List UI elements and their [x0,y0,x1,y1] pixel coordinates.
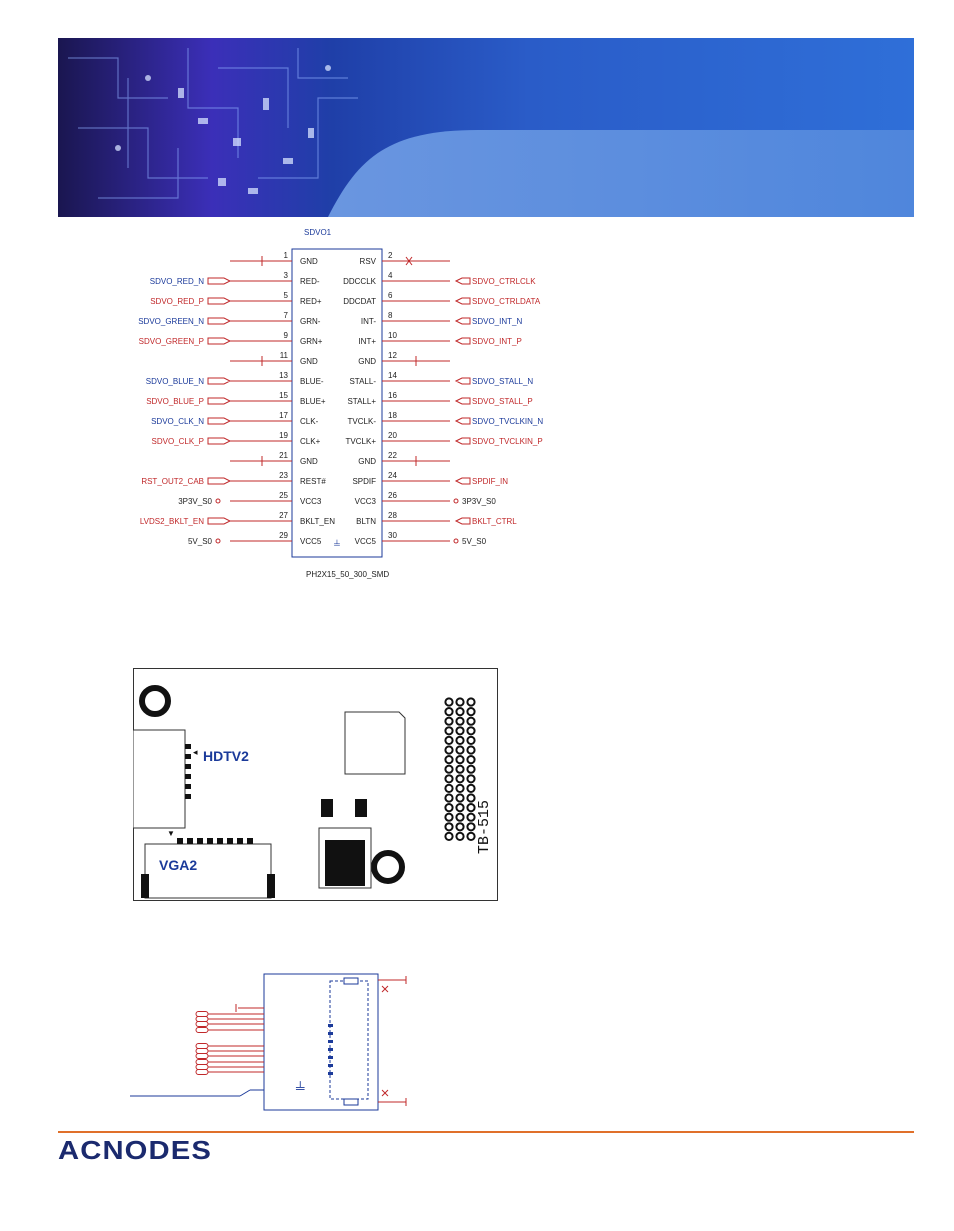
lead-port [196,1028,208,1033]
lead-port [196,1049,208,1054]
net-label: SDVO_CTRLDATA [472,297,541,306]
pin-name: TVCLK- [347,417,376,426]
pin-number: 17 [279,411,288,420]
svg-text:▼: ▼ [167,829,175,838]
lead-port [196,1044,208,1049]
pin-name: STALL- [349,377,376,386]
pin-number: 14 [388,371,397,380]
net-port [456,438,470,444]
pin-number: 9 [283,331,288,340]
pin-name: RSV [359,257,376,266]
smd-pad-right [355,799,367,817]
net-port [456,318,470,324]
net-label: SDVO_CTRLCLK [472,277,536,286]
net-label: SDVO_BLUE_P [146,397,204,406]
net-label: 5V_S0 [187,537,212,546]
connector-diagram-drawing [130,972,430,1112]
net-port [456,278,470,284]
net-label: 3P3V_S0 [462,497,496,506]
pin-name: CLK+ [300,437,321,446]
net-label: SDVO_CLK_N [151,417,204,426]
pin-number: 16 [388,391,397,400]
net-label: BKLT_CTRL [472,517,517,526]
net-port [208,298,230,304]
pin-name: SPDIF [352,477,376,486]
power-port [454,539,458,543]
power-port [454,499,458,503]
net-label: SDVO_RED_N [149,277,204,286]
lead-port [196,1060,208,1065]
pin-name: VCC3 [300,497,322,506]
net-label: SDVO_TVCLKIN_N [472,417,544,426]
pin-number: 20 [388,431,397,440]
pin-number: 13 [279,371,288,380]
net-port [208,478,230,484]
net-label: 3P3V_S0 [178,497,212,506]
pin-name: RED+ [300,297,322,306]
header-banner [58,38,914,217]
net-port [456,298,470,304]
net-port [208,338,230,344]
pin-name: GRN- [300,317,321,326]
pin-number: 22 [388,451,397,460]
chassis-symbol-small: ╧ [296,1081,305,1095]
net-label: SDVO_INT_P [472,337,522,346]
pin-number: 10 [388,331,397,340]
connector-diagram [130,972,430,1112]
pin-name: BLTN [356,517,376,526]
net-port [456,418,470,424]
pin-number: 24 [388,471,397,480]
schematic-ref-label: SDVO1 [304,228,332,237]
board-name-label: TB-515 [476,799,493,854]
pin-number: 21 [279,451,288,460]
pin-name: GRN+ [300,337,323,346]
footprint-label: PH2X15_50_300_SMD [306,570,390,579]
pin-name: GND [300,457,318,466]
pin-name: VCC5 [300,537,322,546]
pin-name: GND [358,457,376,466]
net-label: SDVO_STALL_N [472,377,534,386]
pin-number: 3 [283,271,288,280]
net-label: SDVO_GREEN_P [138,337,204,346]
logo-text: ACNODES [58,1135,212,1164]
pin-number: 30 [388,531,397,540]
hdtv-label: HDTV2 [203,748,249,764]
pin-name: RED- [300,277,320,286]
net-label: 5V_S0 [462,537,487,546]
pin-name: VCC5 [354,537,376,546]
net-label: SDVO_BLUE_N [145,377,204,386]
net-port [208,398,230,404]
pin-number: 5 [283,291,288,300]
circuit-board-banner-image [58,38,914,217]
pin-name: REST# [300,477,326,486]
net-port [208,438,230,444]
lead-port [196,1070,208,1075]
net-port [208,518,230,524]
pin-name: BLUE- [300,377,324,386]
net-label: SDVO_RED_P [150,297,204,306]
svg-text:◂: ◂ [193,747,198,757]
pin-number: 27 [279,511,288,520]
net-port [456,518,470,524]
pin-number: 23 [279,471,288,480]
pin-name: TVCLK+ [345,437,376,446]
pin-name: DDCCLK [343,277,376,286]
pin-number: 7 [283,311,288,320]
net-port [208,418,230,424]
pin-number: 8 [388,311,393,320]
net-label: RST_OUT2_CAB [141,477,204,486]
pin-name: INT+ [358,337,376,346]
chassis-symbol: ╧ [334,540,340,549]
connector-frame [264,974,378,1110]
net-port [456,378,470,384]
pin-name: CLK- [300,417,319,426]
pin-name: STALL+ [347,397,376,406]
board-layout [133,668,498,901]
board-layout-drawing [133,668,498,901]
net-port [456,338,470,344]
net-port [208,318,230,324]
right-pin-column [343,251,543,546]
net-port [208,378,230,384]
pin-number: 6 [388,291,393,300]
pin-number: 26 [388,491,397,500]
pin-number: 15 [279,391,288,400]
lead-port [196,1065,208,1070]
net-port [208,278,230,284]
pin-number: 2 [388,251,393,260]
pin-number: 28 [388,511,397,520]
pin-name: GND [300,357,318,366]
pin-number: 18 [388,411,397,420]
net-label: SDVO_INT_N [472,317,523,326]
pin-number: 29 [279,531,288,540]
pin-number: 12 [388,351,397,360]
acnodes-logo-icon [58,1134,218,1164]
pin-name: INT- [360,317,376,326]
pin-number: 4 [388,271,393,280]
lead-port [196,1012,208,1017]
lead-port [196,1054,208,1059]
net-label: SPDIF_IN [472,477,509,486]
lead-port [196,1022,208,1027]
pin-name: BLUE+ [300,397,326,406]
net-label: SDVO_STALL_P [472,397,533,406]
net-label: SDVO_TVCLKIN_P [472,437,543,446]
net-label: LVDS2_BKLT_EN [139,517,204,526]
pin-number: 1 [283,251,288,260]
pin-name: GND [300,257,318,266]
power-port [216,539,220,543]
pin-number: 25 [279,491,288,500]
footer-divider [58,1131,914,1133]
power-port [216,499,220,503]
pin-name: BKLT_EN [300,517,335,526]
hdtv-connector [133,730,185,828]
pin-name: GND [358,357,376,366]
sdvo-schematic-drawing [120,225,560,585]
pin-name: DDCDAT [343,297,376,306]
net-port [456,398,470,404]
sdvo-schematic [120,225,560,585]
net-label: SDVO_CLK_P [151,437,204,446]
pin-number: 19 [279,431,288,440]
ic-chip [345,712,405,774]
pin-number: 11 [279,351,288,360]
company-logo [58,1134,218,1170]
pin-name: VCC3 [354,497,376,506]
net-label: SDVO_GREEN_N [138,317,204,326]
vga-label: VGA2 [159,857,198,873]
left-pin-column [138,251,335,546]
net-port [456,478,470,484]
lead-port [196,1017,208,1022]
smd-pad-left [321,799,333,817]
